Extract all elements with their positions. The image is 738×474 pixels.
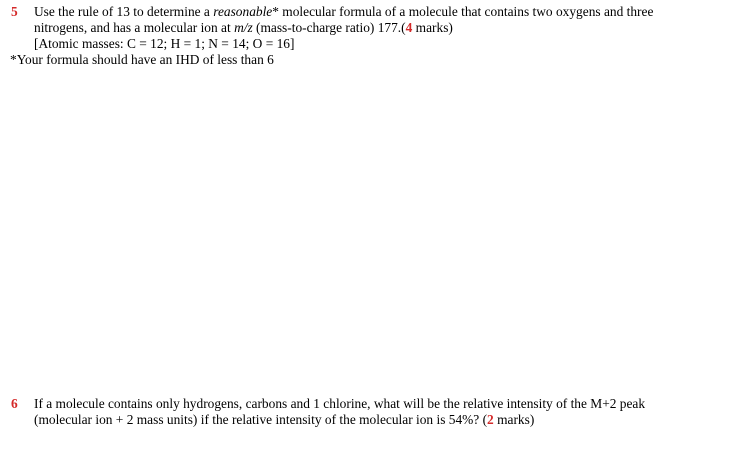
question-5-emphasis-reasonable: reasonable bbox=[213, 4, 273, 19]
question-6-marks-suffix: marks) bbox=[493, 412, 535, 427]
question-6-text-1: If a molecule contains only hydrogens, carbons and 1 chlorine, what will be the relative intensity of the M+2 peak bbox=[34, 396, 646, 411]
question-5-line-1 bbox=[0, 4, 738, 20]
question-6-marks-number: 2 bbox=[487, 412, 494, 427]
question-5-marks-number: 4 bbox=[405, 20, 413, 35]
question-5-footnote: *Your formula should have an IHD of less than 6 bbox=[10, 52, 274, 67]
question-5-number: 5 bbox=[11, 4, 18, 19]
question-5-atomic-masses: [Atomic masses: C = 12; H = 1; N = 14; O = 16] bbox=[34, 36, 295, 51]
question-6-text-2a: (molecular ion + 2 mass units) if the relative intensity of the molecular ion is 54%? ( bbox=[34, 412, 488, 427]
question-5 bbox=[0, 4, 738, 68]
question-6-line-2 bbox=[0, 412, 738, 428]
question-5-text-1b: * molecular formula of a molecule that contains two oxygens and three bbox=[272, 4, 654, 19]
question-6 bbox=[0, 396, 738, 428]
question-6-line-1 bbox=[0, 396, 738, 412]
question-5-text-2a: nitrogens, and has a molecular ion at bbox=[34, 20, 235, 35]
question-5-text-1a: Use the rule of 13 to determine a bbox=[34, 4, 214, 19]
question-5-line-2 bbox=[0, 20, 738, 36]
question-5-text-2b: (mass-to-charge ratio) 177.( bbox=[252, 20, 406, 35]
question-5-marks-suffix: marks) bbox=[412, 20, 453, 35]
question-6-number: 6 bbox=[11, 396, 18, 411]
question-5-emphasis-mz: m/z bbox=[234, 20, 253, 35]
